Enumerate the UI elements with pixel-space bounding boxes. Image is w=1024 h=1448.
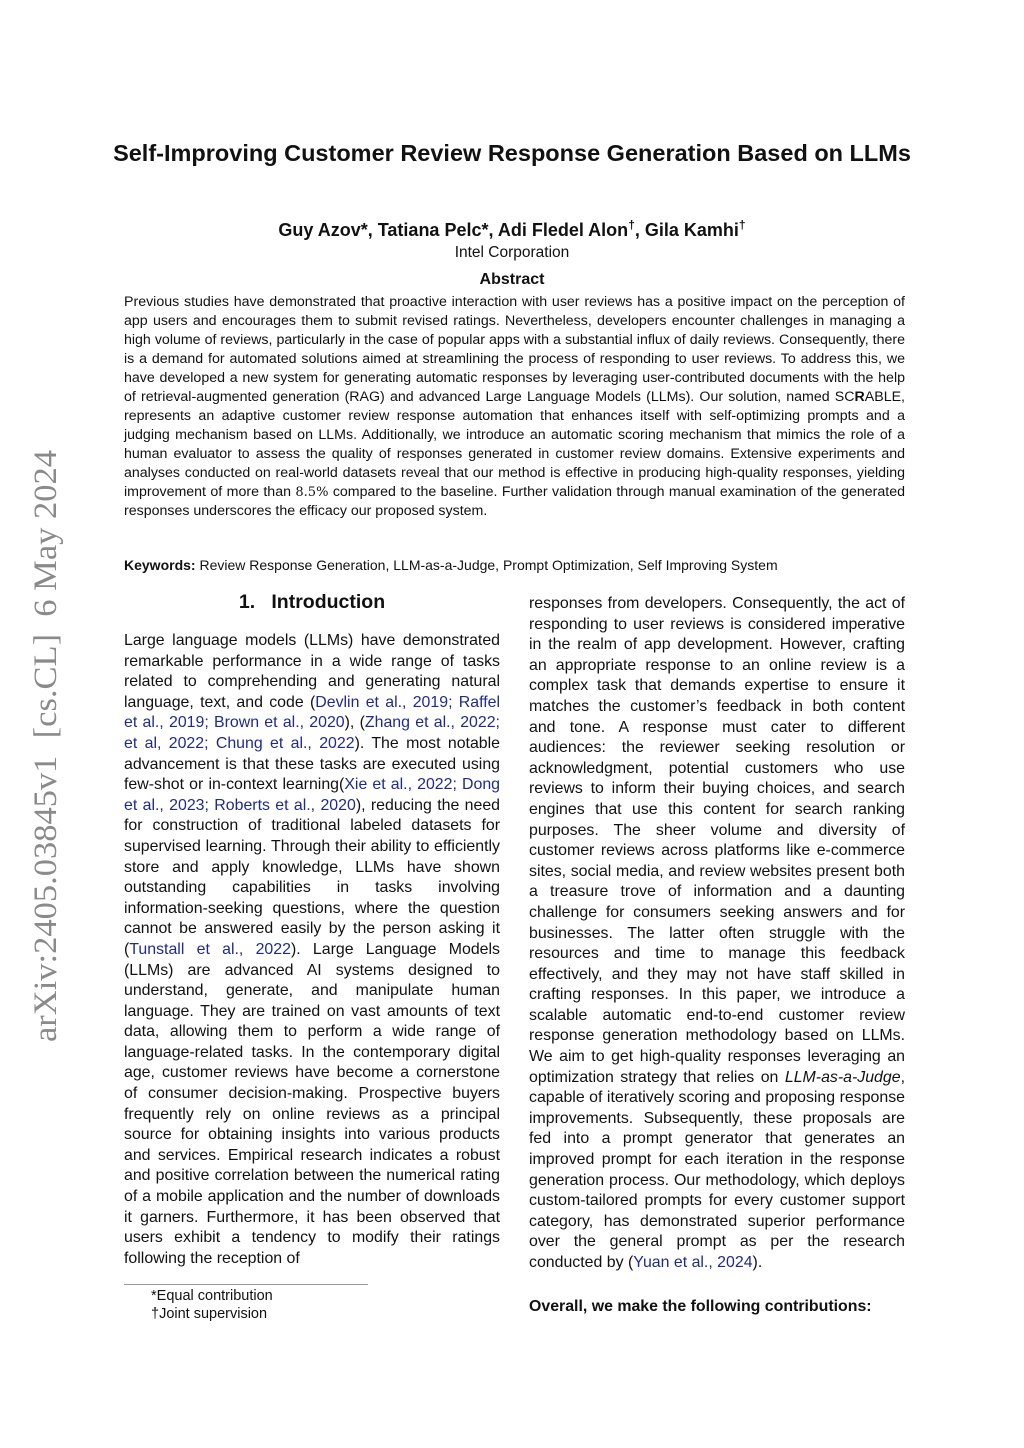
arxiv-identifier-stamp bbox=[22, 450, 66, 1042]
abstract-part: Previous studies have demonstrated that proactive interaction with user reviews has a positive impact on the perception of app users and encourages them to submit revised ratings. Nevertheless, developers encounter challenges in managing a high volume of reviews, particularly in the case of popular apps with a substantial influx of daily reviews. Consequently, there is a demand for automated solutions aimed at streamlining the process of responding to user reviews. To address this, we have developed a new system for generating automatic responses by leveraging user-contributed documents with the help of retrieval-augmented generation (RAG) and advanced Large Language Models (LLMs). Our solution, named SC bbox=[124, 294, 905, 405]
intro-text: , capable of iteratively scoring and proposing response improvements. Subsequently, these proposals are fed into a prompt generator that generates an improved prompt for each iteration in the response generation process. Our methodology, which deploys custom-tailored prompts for every customer support category, has demonstrated superior performance over the general prompt as per the research conducted by ( bbox=[529, 1068, 905, 1271]
footnote-joint-supervision: †Joint supervision bbox=[151, 1306, 268, 1322]
affiliation: Intel Corporation bbox=[454, 244, 570, 261]
author-mark: * bbox=[481, 220, 489, 240]
abstract-heading: Abstract bbox=[479, 271, 545, 288]
improvement-value: 8.5% bbox=[295, 485, 329, 500]
author-name: Tatiana Pelc bbox=[377, 220, 482, 240]
author-mark: * bbox=[360, 220, 368, 240]
section-title: Introduction bbox=[271, 591, 386, 613]
paper-title: Self-Improving Customer Review Response Generation Based on LLMs bbox=[113, 140, 911, 166]
section-heading-introduction bbox=[124, 589, 500, 615]
abstract-text bbox=[124, 293, 905, 521]
author-name: Gila Kamhi bbox=[644, 220, 739, 240]
abstract-part: ABLE, represents an adaptive customer review response automation that enhances itself with self-optimizing prompts and a judging mechanism based on LLMs. Additionally, we introduce an automatic scoring mechanism that mimics the role of a human evaluator to assess the quality of responses generated in customer review domains. Extensive experiments and analyses conducted on real-world datasets reveal that our method is effective in producing high-quality responses, yielding improvement of more than bbox=[124, 389, 905, 500]
keywords-value: Review Response Generation, LLM-as-a-Judge, Prompt Optimization, Self Improving System bbox=[199, 557, 778, 573]
keywords-line bbox=[124, 556, 905, 575]
citation-link[interactable]: Yuan et al., 2024 bbox=[633, 1254, 753, 1271]
intro-right-column bbox=[529, 594, 905, 1274]
author-mark: † bbox=[738, 218, 746, 232]
citation-link[interactable]: Tunstall et al., 2022 bbox=[129, 940, 291, 958]
author-name: Adi Fledel Alon bbox=[497, 220, 629, 240]
citation-link[interactable]: Xie et al., 2022; Dong et al., 2023; Roberts et al., 2020 bbox=[124, 776, 501, 814]
contributions-heading: Overall, we make the following contributions: bbox=[529, 1298, 872, 1315]
intro-text: ), reducing the need for construction of traditional labeled datasets for supervised learning. Through their ability to efficiently store and apply knowledge, LLMs have shown outstanding capabilities in tasks involving information-seeking questions, where the question cannot be answered easily by the person asking it ( bbox=[124, 796, 500, 958]
intro-text: ). Large Language Models (LLMs) are advanced AI systems designed to understand, generate, and manipulate human language. They are trained on vast amounts of text data, allowing them to perform a wide range of language-related tasks. In the contemporary digital age, customer reviews have become a cornerstone of consumer decision-making. Prospective buyers frequently rely on online reviews as a principal source for obtaining insights into various products and services. Empirical research indicates a robust and positive correlation between the numerical rating of a mobile application and the number of downloads it garners. Furthermore, it has been observed that users exhibit a tendency to modify their ratings following the reception of bbox=[124, 940, 500, 1267]
author-list: Guy Azov*, Tatiana Pelc*, Adi Fledel Alon†, Gila Kamhi† bbox=[278, 218, 746, 240]
intro-text: ), ( bbox=[344, 714, 365, 732]
emphasis-term: LLM-as-a-Judge bbox=[784, 1068, 901, 1086]
footnote-divider bbox=[124, 1284, 368, 1285]
author-mark: † bbox=[628, 218, 635, 232]
intro-text: ). bbox=[752, 1254, 763, 1271]
intro-left-column bbox=[124, 631, 500, 1269]
arxiv-stamp-graphic bbox=[22, 450, 66, 1042]
abstract-part: compared to the baseline. Further validation through manual examination of the generated responses underscores the efficacy our proposed system. bbox=[124, 484, 905, 519]
author-name: Guy Azov bbox=[278, 220, 361, 240]
keywords-label: Keywords: bbox=[124, 557, 196, 573]
intro-text: ). The most notable advancement is that these tasks are executed using few-shot or in-context learning( bbox=[124, 734, 500, 794]
system-name-bold: R bbox=[854, 389, 865, 405]
citation-link[interactable]: Devlin et al., 2019; Raffel et al., 2019; Brown et al., 2020 bbox=[124, 693, 500, 732]
citation-link[interactable]: Zhang et al., 2022; et al, 2022; Chung et al., 2022 bbox=[124, 714, 500, 752]
arxiv-stamp-text: arXiv:2405.03845v1 [cs.CL] 6 May 2024 bbox=[28, 475, 64, 1042]
footnote-equal-contribution: *Equal contribution bbox=[151, 1288, 273, 1304]
section-number: 1. bbox=[238, 591, 256, 613]
intro-text: responses from developers. Consequently, the act of responding to user reviews is considered imperative in the realm of app development. However, crafting an appropriate response to an online review is a complex task that demands expertise to ensure it matches the customer’s feedback in both content and tone. A response must cater to different audiences: the reviewer seeking resolution or acknowledgment, potential customers who use reviews to inform their buying choices, and search engines that use this content for search ranking purposes. The sheer volume and diversity of customer reviews across platforms like e-commerce sites, social media, and review websites present both a treasure trove of information and a daunting challenge for consumers seeking answers and for businesses. The latter often struggle with the resources and time to manage this feedback effectively, and they may not have staff skilled in crafting responses. In this paper, we introduce a scalable automatic end-to-end customer review response generation methodology based on LLMs. We aim to get high-quality responses leveraging an optimization strategy that relies on bbox=[529, 595, 905, 1086]
intro-text: Large language models (LLMs) have demonstrated remarkable performance in a wide range of tasks related to comprehending and generating natural language, text, and code ( bbox=[124, 632, 500, 711]
